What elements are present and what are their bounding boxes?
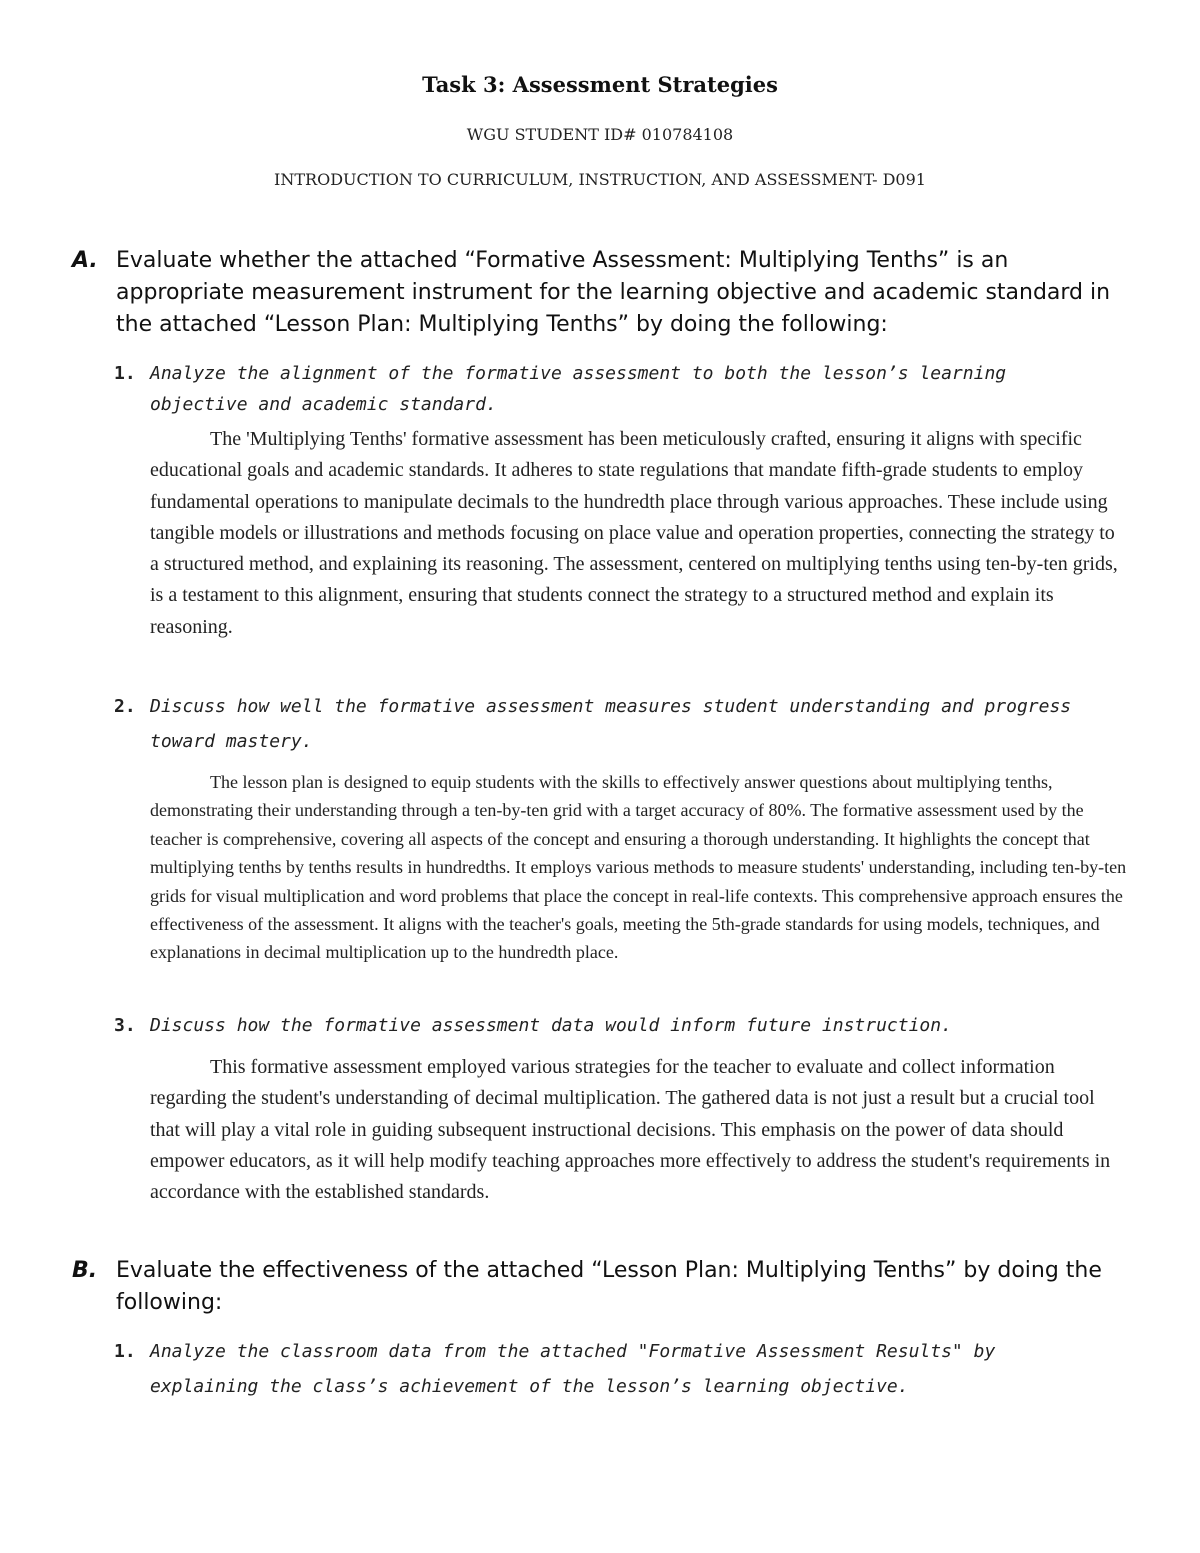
section-a-item-3-response: This formative assessment employed various strategies for the teacher to evaluate and collect information regarding the student's understanding of decimal multiplication. The gathered data is not just a result but a crucial tool that will play a vital role in guiding subsequent instructional decisions. This emphasis on the power of data should empower educators, as it will help modify teaching approaches more effectively to address the student's requirements in accordance with the established standards. bbox=[150, 1056, 1111, 1204]
section-a-item-2-response: The lesson plan is designed to equip students with the skills to effectively answer questions about multiplying tenths, demonstrating their understanding through a ten-by-ten grid with a target accuracy of 80%. The formative assessment used by the teacher is comprehensive, covering all aspects of the concept and ensuring a thorough understanding. It highlights the concept that multiplying tenths by tenths results in hundredths. It employs various methods to measure students' understanding, including ten-by-ten grids for visual multiplication and word problems that place the concept in real-life contexts. This comprehensive approach ensures the effectiveness of the assessment. It aligns with the teacher's goals, meeting the 5th-grade standards for using models, techniques, and explanations in decimal multiplication up to the hundredth place. bbox=[150, 772, 1127, 963]
section-a-item-1-response: The 'Multiplying Tenths' formative assessment has been meticulously crafted, ensuring it aligns with specific educational goals and academic standards. It adheres to state regulations that mandate fifth-grade students to employ fundamental operations to manipulate decimals to the hundredth place through various approaches. These include using tangible models or illustrations and methods focusing on place value and operation properties, connecting the strategy to a structured method, and explaining its reasoning. The assessment, centered on multiplying tenths using ten-by-ten grids, is a testament to this alignment, ensuring that students connect the strategy to a structured method and explain its reasoning. bbox=[150, 428, 1118, 638]
item-number: 3. bbox=[114, 1015, 136, 1036]
section-b-item-1 bbox=[114, 1334, 1114, 1404]
item-number: 1. bbox=[114, 1341, 136, 1362]
item-number: 2. bbox=[114, 696, 136, 717]
section-a-item-1 bbox=[114, 358, 1114, 420]
course-title: INTRODUCTION TO CURRICULUM, INSTRUCTION, AND ASSESSMENT- D091 bbox=[274, 170, 926, 189]
section-a-item-2 bbox=[114, 689, 1114, 759]
item-prompt: Analyze the alignment of the formative assessment to both the lesson’s learning objective and academic standard. bbox=[150, 363, 1007, 415]
section-a-heading bbox=[72, 245, 1132, 341]
item-prompt: Analyze the classroom data from the attached "Formative Assessment Results" by explaining the class’s achievement of the lesson’s learning objective. bbox=[150, 1341, 996, 1397]
section-a-letter: A. bbox=[72, 248, 98, 273]
section-a-heading-text: Evaluate whether the attached “Formative Assessment: Multiplying Tenths” is an appropriate measurement instrument for the learning objective and academic standard in the attached “Lesson Plan: Multiplying Tenths” by doing the following: bbox=[116, 248, 1111, 337]
item-prompt: Discuss how the formative assessment data would inform future instruction. bbox=[150, 1015, 952, 1036]
section-a-item-3 bbox=[114, 1010, 1114, 1041]
item-number: 1. bbox=[114, 363, 136, 384]
item-prompt: Discuss how well the formative assessment measures student understanding and progress toward mastery. bbox=[150, 696, 1072, 752]
document-title: Task 3: Assessment Strategies bbox=[422, 72, 778, 97]
section-b-heading bbox=[72, 1255, 1132, 1319]
section-b-letter: B. bbox=[72, 1258, 98, 1283]
section-b-heading-text: Evaluate the effectiveness of the attached “Lesson Plan: Multiplying Tenths” by doing the following: bbox=[116, 1258, 1102, 1315]
student-id: WGU STUDENT ID# 010784108 bbox=[466, 125, 734, 144]
